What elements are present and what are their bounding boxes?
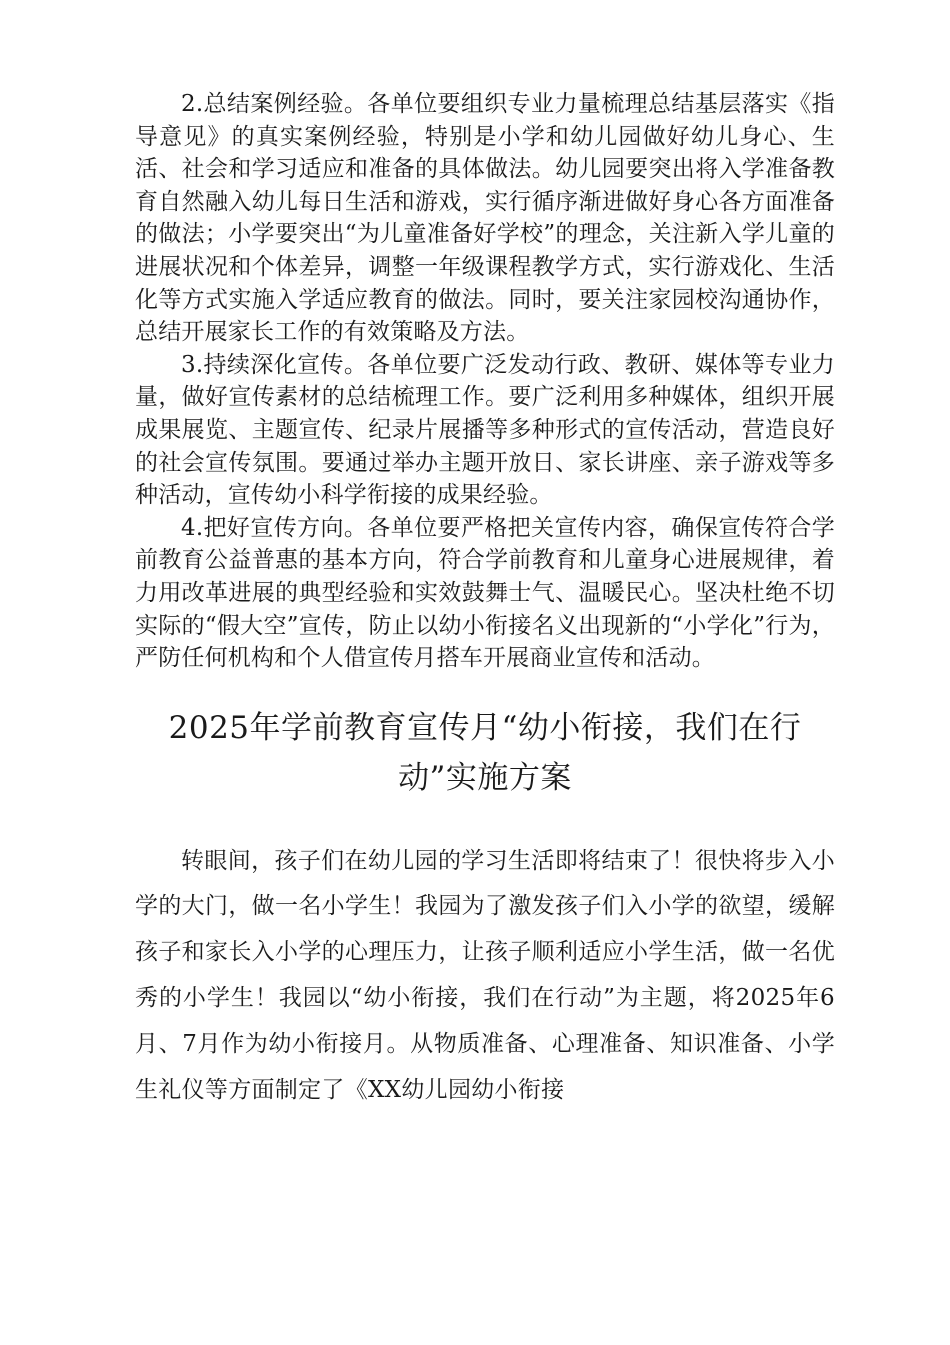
section-body [135, 839, 835, 1114]
section-title [135, 703, 835, 803]
section-title-line1: 2025年学前教育宣传月“幼小衔接，我们在行 [168, 709, 802, 746]
paragraph-publicity-direction: 4.把好宣传方向。各单位要严格把关宣传内容，确保宣传符合学前教育公益普惠的基本方向，符合学前教育和儿童身心进展规律，着力用改革进展的典型经验和实效鼓舞士气、温暖民心。坚决杜绝不切实际的“假大空”宣传，防止以幼小衔接名义出现新的“小学化”行为，严防任何机构和个人借宣传月搭车开展商业宣传和活动。 [135, 514, 835, 672]
paragraph-deepen-publicity: 3.持续深化宣传。各单位要广泛发动行政、教研、媒体等专业力量，做好宣传素材的总结梳理工作。要广泛利用多种媒体，组织开展成果展览、主题宣传、纪录片展播等多种形式的宣传活动，营造良好的社会宣传氛围。要通过举办主题开放日、家长讲座、亲子游戏等多种活动，宣传幼小科学衔接的成果经验。 [135, 351, 835, 509]
paragraph-intro: 转眼间，孩子们在幼儿园的学习生活即将结束了！很快将步入小学的大门，做一名小学生！我园为了激发孩子们入小学的欲望，缓解孩子和家长入小学的心理压力，让孩子顺利适应小学生活，做一名优秀的小学生！我园以“幼小衔接，我们在行动”为主题，将2025年6月、7月作为幼小衔接月。从物质准备、心理准备、知识准备、小学生礼仪等方面制定了《XX幼儿园幼小衔接 [135, 847, 835, 1103]
paragraph-summarize-cases: 2.总结案例经验。各单位要组织专业力量梳理总结基层落实《指导意见》的真实案例经验，特别是小学和幼儿园做好幼儿身心、生活、社会和学习适应和准备的具体做法。幼儿园要突出将入学准备教育自然融入幼儿每日生活和游戏，实行循序渐进做好身心各方面准备的做法；小学要突出“为儿童准备好学校”的理念，关注新入学儿童的进展状况和个体差异，调整一年级课程教学方式，实行游戏化、生活化等方式实施入学适应教育的做法。同时，要关注家园校沟通协作，总结开展家长工作的有效策略及方法。 [135, 91, 835, 346]
document-page [135, 88, 835, 1113]
section-title-line2: 动”实施方案 [398, 759, 572, 796]
